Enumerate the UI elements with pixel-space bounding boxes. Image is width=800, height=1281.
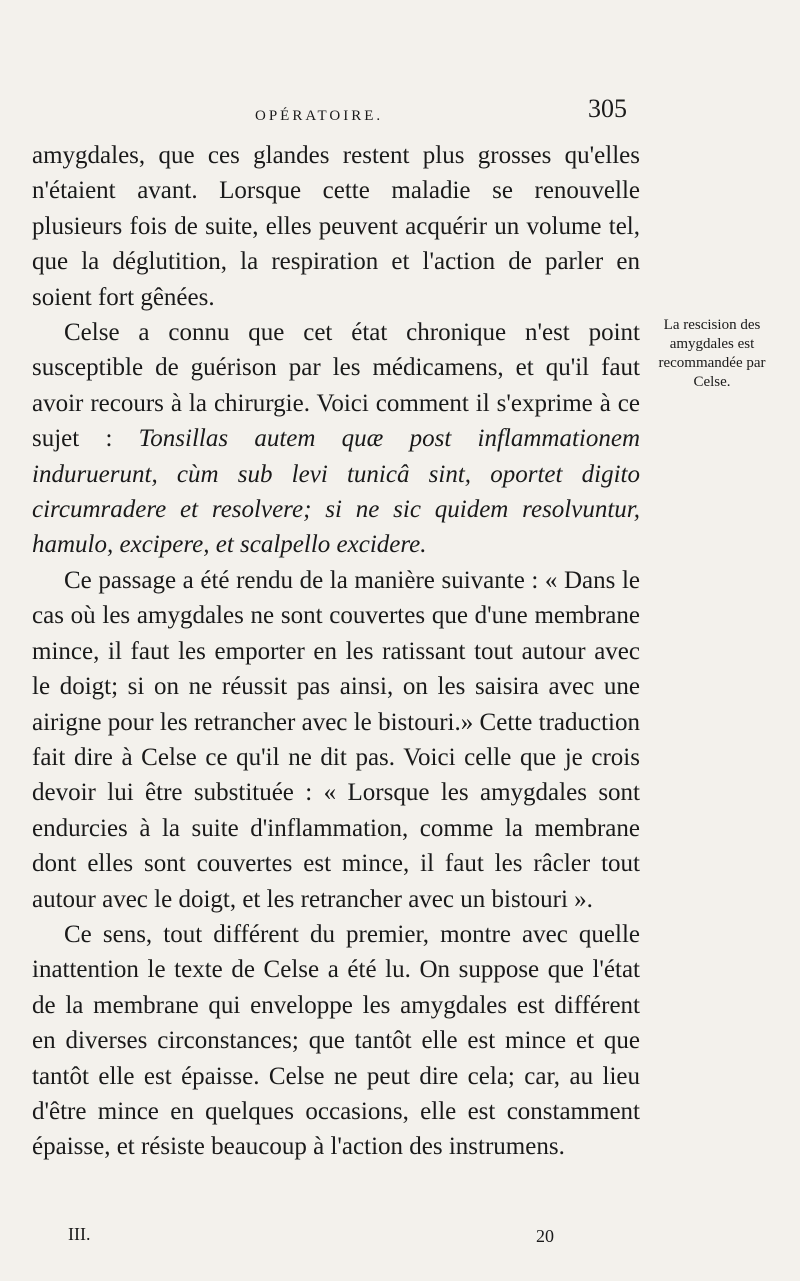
gathering-number: 20 xyxy=(536,1226,554,1246)
paragraph-2-text: Celse a connu que cet état chronique n'est point susceptible de guérison par les médicamens, et qu'il faut avoir recours à la chirurgie. Voici comment il s'exprime à ce sujet : xyxy=(32,319,640,453)
signature-mark: III. xyxy=(68,1224,91,1244)
paragraph-3: Ce passage a été rendu de la manière suivante : « Dans le cas où les amygdales ne sont couvertes que d'une membrane mince, il faut les emporter en les ratissant tout autour avec le doigt; si on ne réussit pas ainsi, on les saisira avec une airigne pour les retrancher avec le bistouri.» Cette traduction fait dire à Celse ce qu'il ne dit pas. Voici celle que je crois devoir lui être substituée : « Lorsque les amygdales sont endurcies à la suite d'inflammation, comme la membrane dont elles sont couvertes est mince, il faut les râcler tout autour avec le doigt, et les retrancher avec un bistouri ». xyxy=(32,566,640,913)
paragraph-2 xyxy=(32,315,640,563)
paragraph-4: Ce sens, tout différent du premier, montre avec quelle inattention le texte de Celse a été lu. On suppose que l'état de la membrane qui enveloppe les amygdales est différent en diverses circonstances; que tantôt elle est mince et que tantôt elle est épaisse. Celse ne peut dire cela; car, au lieu d'être mince en quelques occasions, elle est constamment épaisse, et résiste beaucoup à l'action des instrumens. xyxy=(32,920,640,1161)
running-head-title: OPÉRATOIRE. xyxy=(255,108,384,124)
margin-note: La rescision des amygdales est recommandée par Celse. xyxy=(658,317,766,390)
paragraph-1: amygdales, que ces glandes restent plus grosses qu'elles n'étaient avant. Lorsque cette maladie se renouvelle plusieurs fois de suite, elles peuvent acquérir un volume tel, que la déglutition, la respiration et l'action de parler en soient fort gênées. xyxy=(32,142,640,311)
main-text xyxy=(32,138,640,1165)
page-number: 305 xyxy=(588,94,627,123)
running-head xyxy=(0,92,800,126)
latin-quotation: Tonsillas autem quæ post inflammationem induruerunt, cùm sub levi tunicâ sint, oportet digito circumradere et resolvere; si ne sic quidem resolvuntur, hamulo, excipere, et scalpello excidere. xyxy=(32,425,640,559)
